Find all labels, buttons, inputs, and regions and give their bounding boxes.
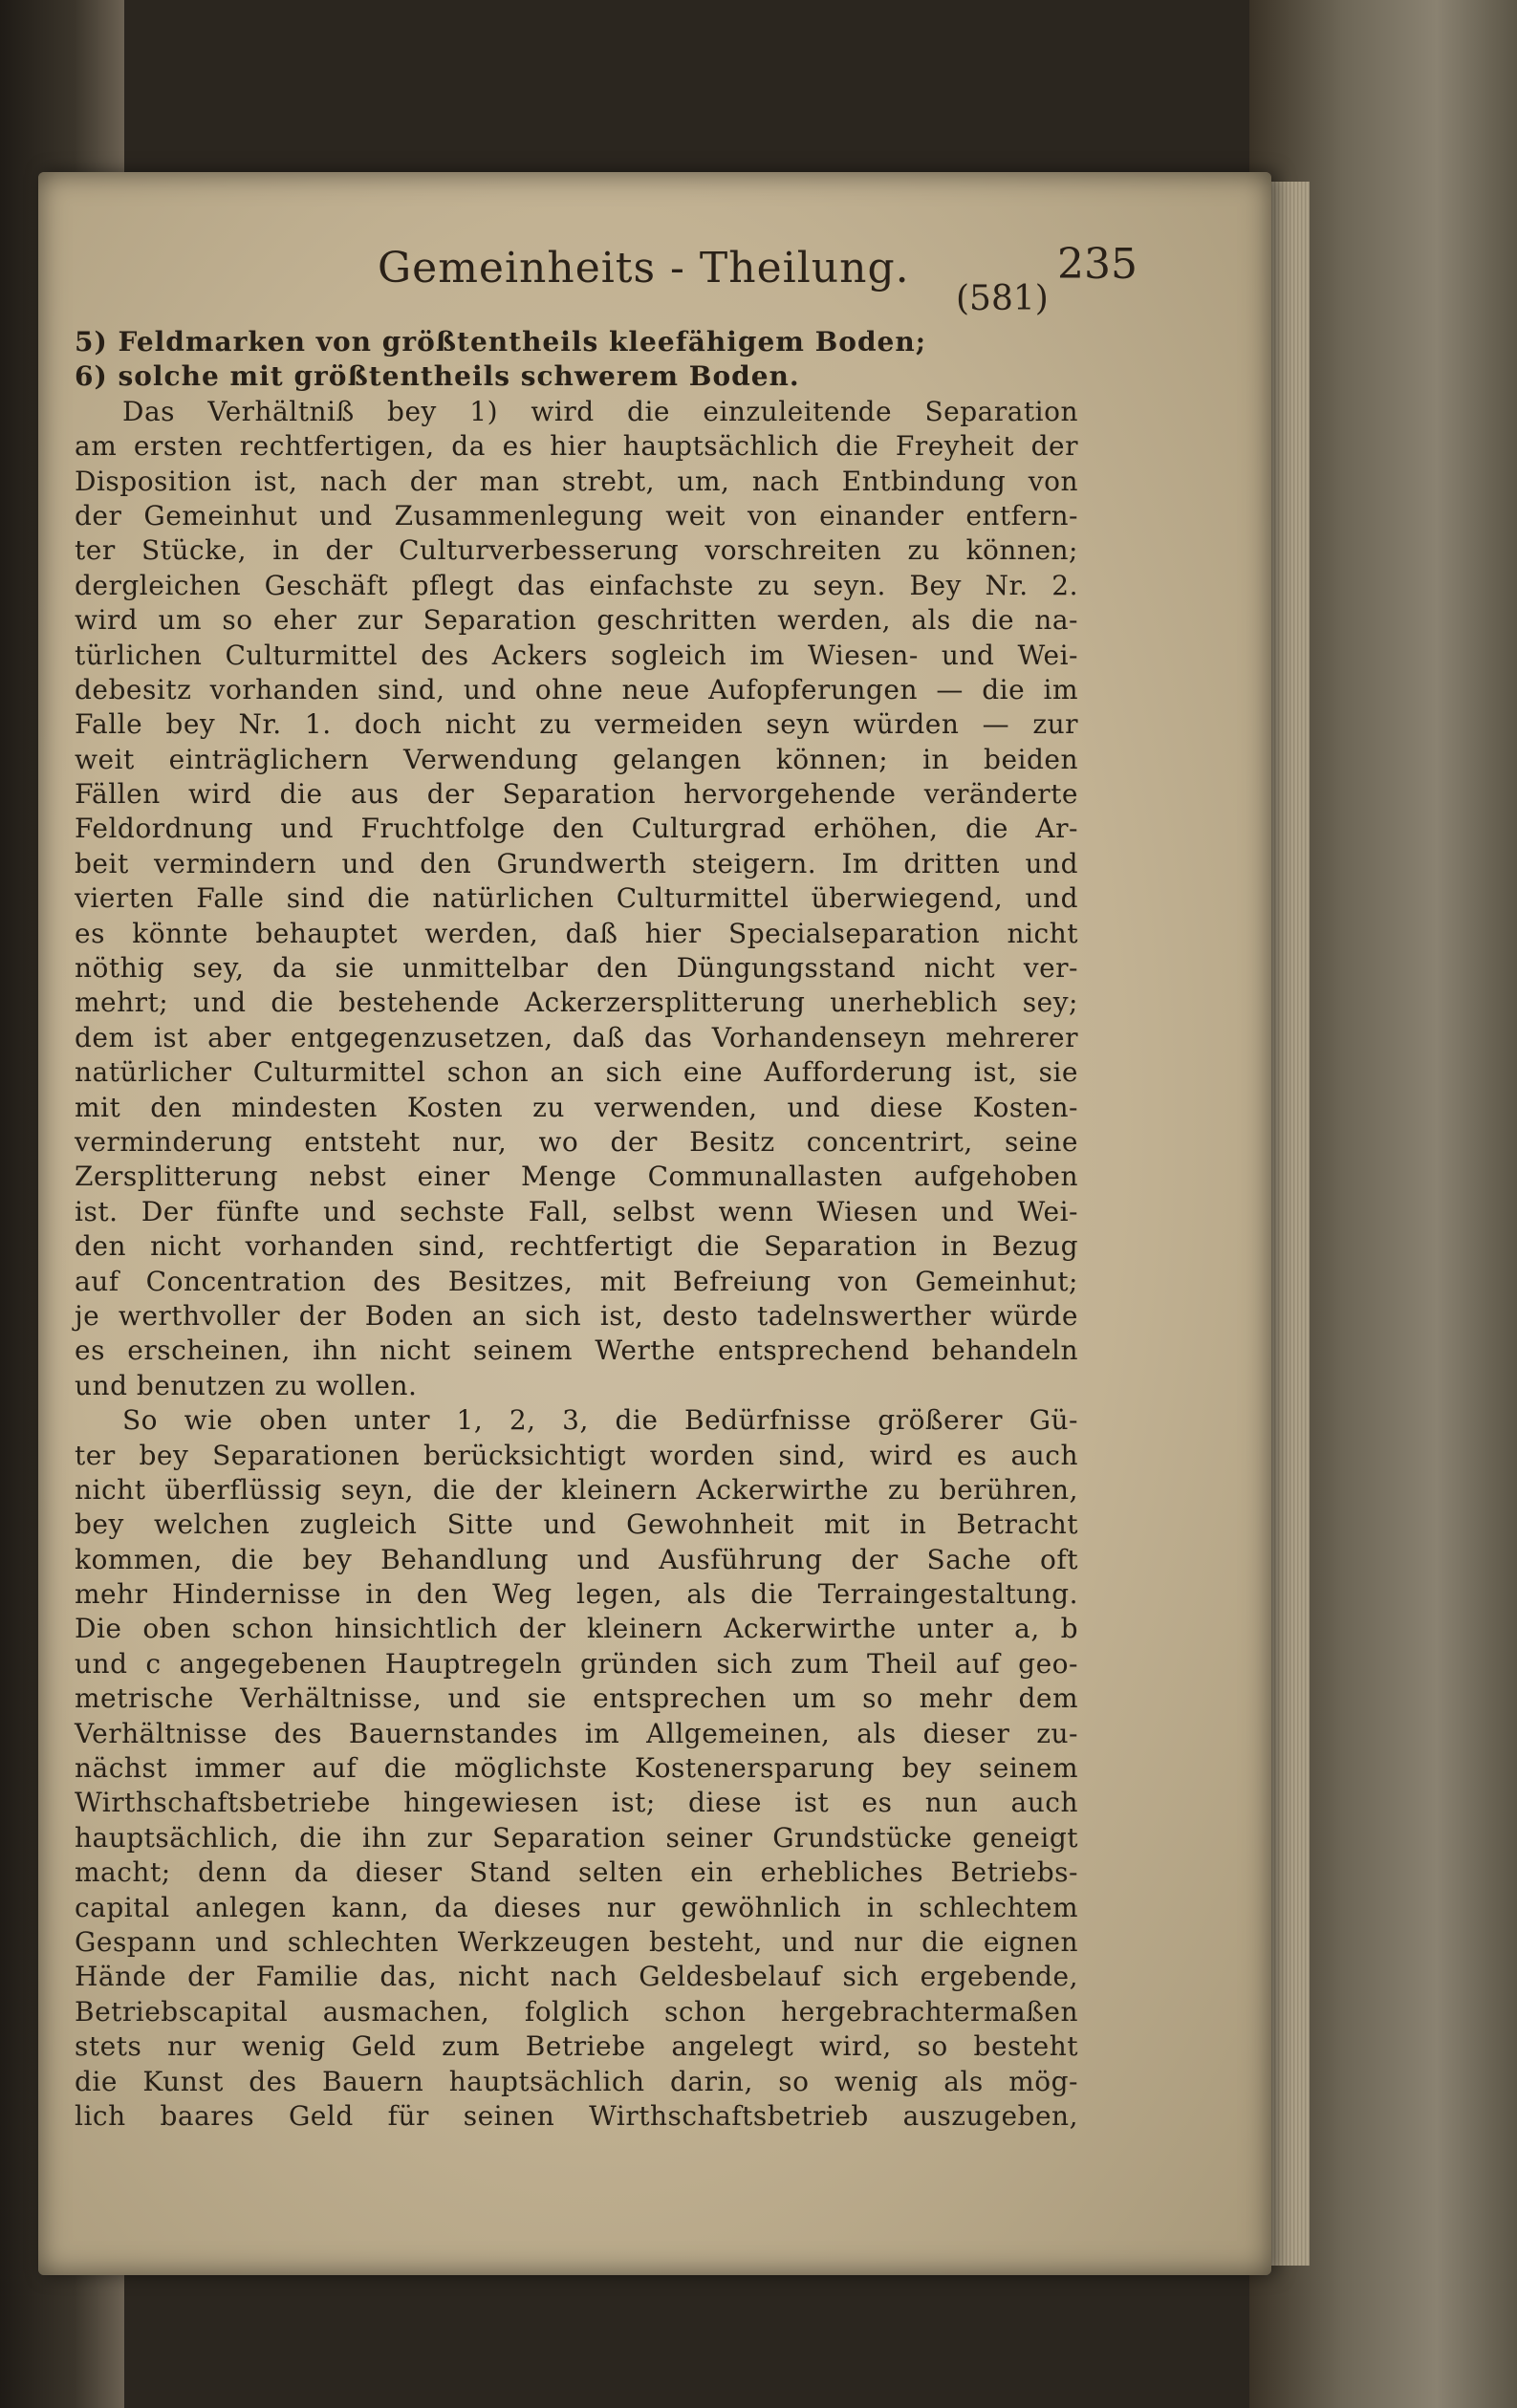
text-line: es könnte behauptet werden, daß hier Specialseparation nicht [75,917,1078,949]
page-number: 235 [1057,240,1138,289]
text-line: nächst immer auf die möglichste Kostenersparung bey seinem [75,1752,1078,1785]
text-line: beit vermindern und den Grundwerth steigern. Im dritten und [75,847,1078,879]
text-line: metrische Verhältnisse, und sie entsprechen um so mehr dem [75,1682,1078,1715]
text-line: verminderung entsteht nur, wo der Besitz concentrirt, seine [75,1125,1078,1158]
text-line: vierten Falle sind die natürlichen Culturmittel überwiegend, und [75,882,1078,915]
text-line: hauptsächlich, die ihn zur Separation seiner Grundstücke geneigt [75,1821,1078,1854]
text-line: lich baares Geld für seinen Wirthschaftsbetrieb auszugeben, [75,2099,1078,2132]
page-edge [1271,182,1310,2266]
text-line: Hände der Familie das, nicht nach Geldesbelauf sich ergebende, [75,1961,1078,1993]
text-line: kommen, die bey Behandlung und Ausführung der Sache oft [75,1543,1078,1575]
text-line: Zersplitterung nebst einer Menge Communallasten aufgehoben [75,1161,1078,1193]
text-line: Das Verhältniß bey 1) wird die einzuleitende Separation [122,395,1078,427]
text-line: capital anlegen kann, da dieses nur gewöhnlich in schlechtem [75,1891,1078,1923]
text-line: und c angegebenen Hauptregeln gründen sich zum Theil auf geo- [75,1647,1078,1680]
text-line: ter Stücke, in der Culturverbesserung vorschreiten zu können; [75,534,1078,567]
text-line: macht; denn da dieser Stand selten ein erhebliches Betriebs- [75,1856,1078,1889]
text-line: Betriebscapital ausmachen, folglich schon hergebrachtermaßen [75,1995,1078,2028]
running-head: Gemeinheits - Theilung. [378,244,910,293]
text-line: Feldordnung und Fruchtfolge den Culturgrad erhöhen, die Ar- [75,813,1078,845]
text-line: je werthvoller der Boden an sich ist, desto tadelnswerther würde [75,1299,1078,1332]
text-line: 6) solche mit größtentheils schwerem Boden. [75,360,800,393]
text-line: Wirthschaftsbetriebe hingewiesen ist; diese ist es nun auch [75,1787,1078,1819]
text-line: nicht überflüssig seyn, die der kleinern Ackerwirthe zu berühren, [75,1473,1078,1506]
text-line: am ersten rechtfertigen, da es hier hauptsächlich die Freyheit der [75,430,1078,463]
text-line [75,2134,1078,2168]
text-line: So wie oben unter 1, 2, 3, die Bedürfnisse größerer Gü- [122,1404,1078,1437]
text-line: auf Concentration des Besitzes, mit Befreiung von Gemeinhut; [75,1265,1078,1297]
text-line: Die oben schon hinsichtlich der kleinern Ackerwirthe unter a, b [75,1613,1078,1645]
text-line: Gespann und schlechten Werkzeugen besteht, und nur die eignen [75,1925,1078,1958]
text-line: Fällen wird die aus der Separation hervorgehende veränderte [75,778,1078,811]
text-line: wird um so eher zur Separation geschritten werden, als die na- [75,604,1078,637]
text-line: 5) Feldmarken von größtentheils kleefähigem Boden; [75,326,927,358]
text-line: mehrt; und die bestehende Ackerzersplitterung unerheblich sey; [75,987,1078,1019]
text-line: weit einträglichern Verwendung gelangen können; in beiden [75,743,1078,775]
text-line: debesitz vorhanden sind, und ohne neue Aufopferungen — die im [75,673,1078,705]
text-line: und benutzen zu wollen. [75,1369,418,1401]
text-line: den nicht vorhanden sind, rechtfertigt die Separation in Bezug [75,1230,1078,1263]
sheet-number: (581) [956,279,1049,318]
text-line: nöthig sey, da sie unmittelbar den Düngungsstand nicht ver- [75,952,1078,985]
text-line: die Kunst des Bauern hauptsächlich darin, so wenig als mög- [75,2065,1078,2097]
text-line: Disposition ist, nach der man strebt, um, nach Entbindung von [75,465,1078,497]
text-line: bey welchen zugleich Sitte und Gewohnheit mit in Betracht [75,1508,1078,1541]
text-line: ist. Der fünfte und sechste Fall, selbst wenn Wiesen und Wei- [75,1195,1078,1227]
text-line: stets nur wenig Geld zum Betriebe angelegt wird, so besteht [75,2030,1078,2063]
text-line: der Gemeinhut und Zusammenlegung weit von einander entfern- [75,499,1078,531]
text-line: dergleichen Geschäft pflegt das einfachste zu seyn. Bey Nr. 2. [75,569,1078,601]
body-text [75,325,1078,2169]
text-line: Verhältnisse des Bauernstandes im Allgemeinen, als dieser zu- [75,1717,1078,1749]
text-line: es erscheinen, ihn nicht seinem Werthe entsprechend behandeln [75,1334,1078,1367]
text-line: mehr Hindernisse in den Weg legen, als die Terraingestaltung. [75,1578,1078,1611]
text-line: Falle bey Nr. 1. doch nicht zu vermeiden seyn würden — zur [75,708,1078,741]
text-line: natürlicher Culturmittel schon an sich eine Aufforderung ist, sie [75,1056,1078,1089]
text-line: mit den mindesten Kosten zu verwenden, und diese Kosten- [75,1091,1078,1123]
text-line: ter bey Separationen berücksichtigt worden sind, wird es auch [75,1439,1078,1471]
text-line: türlichen Culturmittel des Ackers sogleich im Wiesen- und Wei- [75,639,1078,671]
text-line: dem ist aber entgegenzusetzen, daß das Vorhandenseyn mehrerer [75,1021,1078,1053]
